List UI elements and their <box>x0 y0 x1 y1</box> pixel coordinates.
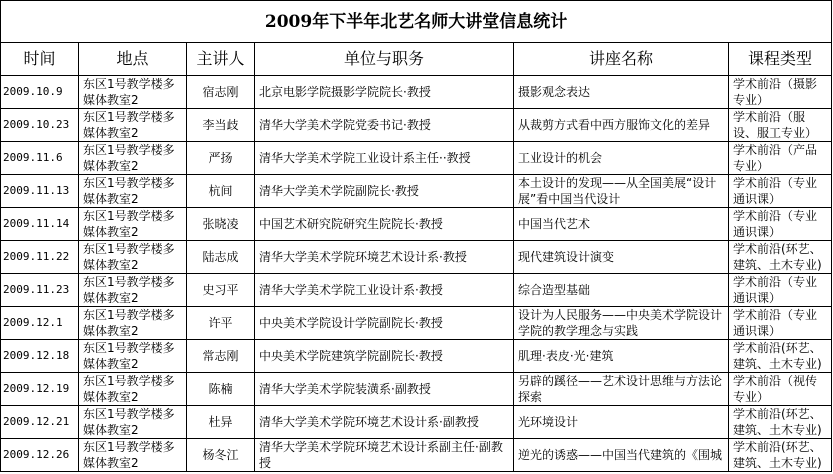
speaker-cell[interactable]: 严扬 <box>187 142 255 175</box>
speaker-cell[interactable]: 杜异 <box>187 406 255 439</box>
lecture-cell[interactable]: 光环境设计 <box>514 406 729 439</box>
org-cell[interactable]: 清华大学美术学院装潢系·副教授 <box>255 373 514 406</box>
lecture-cell[interactable]: 逆光的诱惑——中国当代建筑的《围城 <box>514 439 729 472</box>
org-cell[interactable]: 清华大学美术学院环境艺术设计系副主任·副教授 <box>255 439 514 472</box>
date-cell[interactable]: 2009.12.21 <box>1 406 79 439</box>
date-cell[interactable]: 2009.10.23 <box>1 109 79 142</box>
type-cell[interactable]: 学术前沿（产品专业） <box>729 142 832 175</box>
lecture-cell[interactable]: 本土设计的发现——从全国美展“设计展”看中国当代设计 <box>514 175 729 208</box>
speaker-cell[interactable]: 陆志成 <box>187 241 255 274</box>
table-title: 2009年下半年北艺名师大讲堂信息统计 <box>1 1 832 43</box>
org-cell[interactable]: 清华大学美术学院工业设计系·教授 <box>255 274 514 307</box>
table-row <box>1 76 832 109</box>
lecture-cell[interactable]: 从裁剪方式看中西方服饰文化的差异 <box>514 109 729 142</box>
type-cell[interactable]: 学术前沿(环艺、建筑、土木专业) <box>729 340 832 373</box>
speaker-cell[interactable]: 陈楠 <box>187 373 255 406</box>
table-row <box>1 175 832 208</box>
place-cell[interactable]: 东区1号教学楼多媒体教室2 <box>79 241 187 274</box>
place-cell[interactable]: 东区1号教学楼多媒体教室2 <box>79 109 187 142</box>
header-place: 地点 <box>79 43 187 76</box>
date-cell[interactable]: 2009.12.26 <box>1 439 79 472</box>
org-cell[interactable]: 清华大学美术学院副院长·教授 <box>255 175 514 208</box>
speaker-cell[interactable]: 宿志刚 <box>187 76 255 109</box>
table-row <box>1 241 832 274</box>
table-row <box>1 406 832 439</box>
place-cell[interactable]: 东区1号教学楼多媒体教室2 <box>79 406 187 439</box>
table-row <box>1 307 832 340</box>
org-cell[interactable]: 中国艺术研究院研究生院院长·教授 <box>255 208 514 241</box>
date-cell[interactable]: 2009.11.13 <box>1 175 79 208</box>
speaker-cell[interactable]: 张晓凌 <box>187 208 255 241</box>
type-cell[interactable]: 学术前沿(环艺、建筑、土木专业) <box>729 241 832 274</box>
type-cell[interactable]: 学术前沿(环艺、建筑、土木专业) <box>729 439 832 472</box>
type-cell[interactable]: 学术前沿（服设、服工专业） <box>729 109 832 142</box>
lecture-cell[interactable]: 综合造型基础 <box>514 274 729 307</box>
speaker-cell[interactable]: 史习平 <box>187 274 255 307</box>
org-cell[interactable]: 中央美术学院设计学院副院长·教授 <box>255 307 514 340</box>
lecture-cell[interactable]: 肌理·表皮·光·建筑 <box>514 340 729 373</box>
place-cell[interactable]: 东区1号教学楼多媒体教室2 <box>79 142 187 175</box>
type-cell[interactable]: 学术前沿（专业通识课） <box>729 307 832 340</box>
place-cell[interactable]: 东区1号教学楼多媒体教室2 <box>79 208 187 241</box>
header-type: 课程类型 <box>729 43 832 76</box>
place-cell[interactable]: 东区1号教学楼多媒体教室2 <box>79 274 187 307</box>
lecture-cell[interactable]: 现代建筑设计演变 <box>514 241 729 274</box>
place-cell[interactable]: 东区1号教学楼多媒体教室2 <box>79 76 187 109</box>
type-cell[interactable]: 学术前沿（专业通识课） <box>729 175 832 208</box>
org-cell[interactable]: 清华大学美术学院工业设计系主任··教授 <box>255 142 514 175</box>
date-cell[interactable]: 2009.10.9 <box>1 76 79 109</box>
table-row <box>1 274 832 307</box>
lecture-cell[interactable]: 摄影观念表达 <box>514 76 729 109</box>
table-row <box>1 208 832 241</box>
table-row <box>1 142 832 175</box>
org-cell[interactable]: 中央美术学院建筑学院副院长·教授 <box>255 340 514 373</box>
org-cell[interactable]: 北京电影学院摄影学院院长·教授 <box>255 76 514 109</box>
table-row <box>1 439 832 472</box>
date-cell[interactable]: 2009.11.14 <box>1 208 79 241</box>
header-time: 时间 <box>1 43 79 76</box>
table-row <box>1 373 832 406</box>
header-org: 单位与职务 <box>255 43 514 76</box>
lecture-cell[interactable]: 工业设计的机会 <box>514 142 729 175</box>
date-cell[interactable]: 2009.12.18 <box>1 340 79 373</box>
type-cell[interactable]: 学术前沿（摄影专业） <box>729 76 832 109</box>
type-cell[interactable]: 学术前沿（视传专业） <box>729 373 832 406</box>
date-cell[interactable]: 2009.12.1 <box>1 307 79 340</box>
table-row <box>1 340 832 373</box>
place-cell[interactable]: 东区1号教学楼多媒体教室2 <box>79 175 187 208</box>
speaker-cell[interactable]: 杨冬江 <box>187 439 255 472</box>
speaker-cell[interactable]: 许平 <box>187 307 255 340</box>
place-cell[interactable]: 东区1号教学楼多媒体教室2 <box>79 307 187 340</box>
org-cell[interactable]: 清华大学美术学院环境艺术设计系·教授 <box>255 241 514 274</box>
date-cell[interactable]: 2009.11.23 <box>1 274 79 307</box>
lecture-cell[interactable]: 设计为人民服务——中央美术学院设计学院的教学理念与实践 <box>514 307 729 340</box>
date-cell[interactable]: 2009.12.19 <box>1 373 79 406</box>
lecture-cell[interactable]: 另辟的蹊径——艺术设计思维与方法论探索 <box>514 373 729 406</box>
date-cell[interactable]: 2009.11.6 <box>1 142 79 175</box>
speaker-cell[interactable]: 杭间 <box>187 175 255 208</box>
org-cell[interactable]: 清华大学美术学院环境艺术设计系·副教授 <box>255 406 514 439</box>
lecture-cell[interactable]: 中国当代艺术 <box>514 208 729 241</box>
date-cell[interactable]: 2009.11.22 <box>1 241 79 274</box>
type-cell[interactable]: 学术前沿（专业通识课） <box>729 208 832 241</box>
org-cell[interactable]: 清华大学美术学院党委书记·教授 <box>255 109 514 142</box>
speaker-cell[interactable]: 李当歧 <box>187 109 255 142</box>
place-cell[interactable]: 东区1号教学楼多媒体教室2 <box>79 439 187 472</box>
type-cell[interactable]: 学术前沿（专业通识课） <box>729 274 832 307</box>
place-cell[interactable]: 东区1号教学楼多媒体教室2 <box>79 373 187 406</box>
type-cell[interactable]: 学术前沿(环艺、建筑、土木专业) <box>729 406 832 439</box>
header-speaker: 主讲人 <box>187 43 255 76</box>
speaker-cell[interactable]: 常志刚 <box>187 340 255 373</box>
place-cell[interactable]: 东区1号教学楼多媒体教室2 <box>79 340 187 373</box>
table-row <box>1 109 832 142</box>
header-lecture: 讲座名称 <box>514 43 729 76</box>
